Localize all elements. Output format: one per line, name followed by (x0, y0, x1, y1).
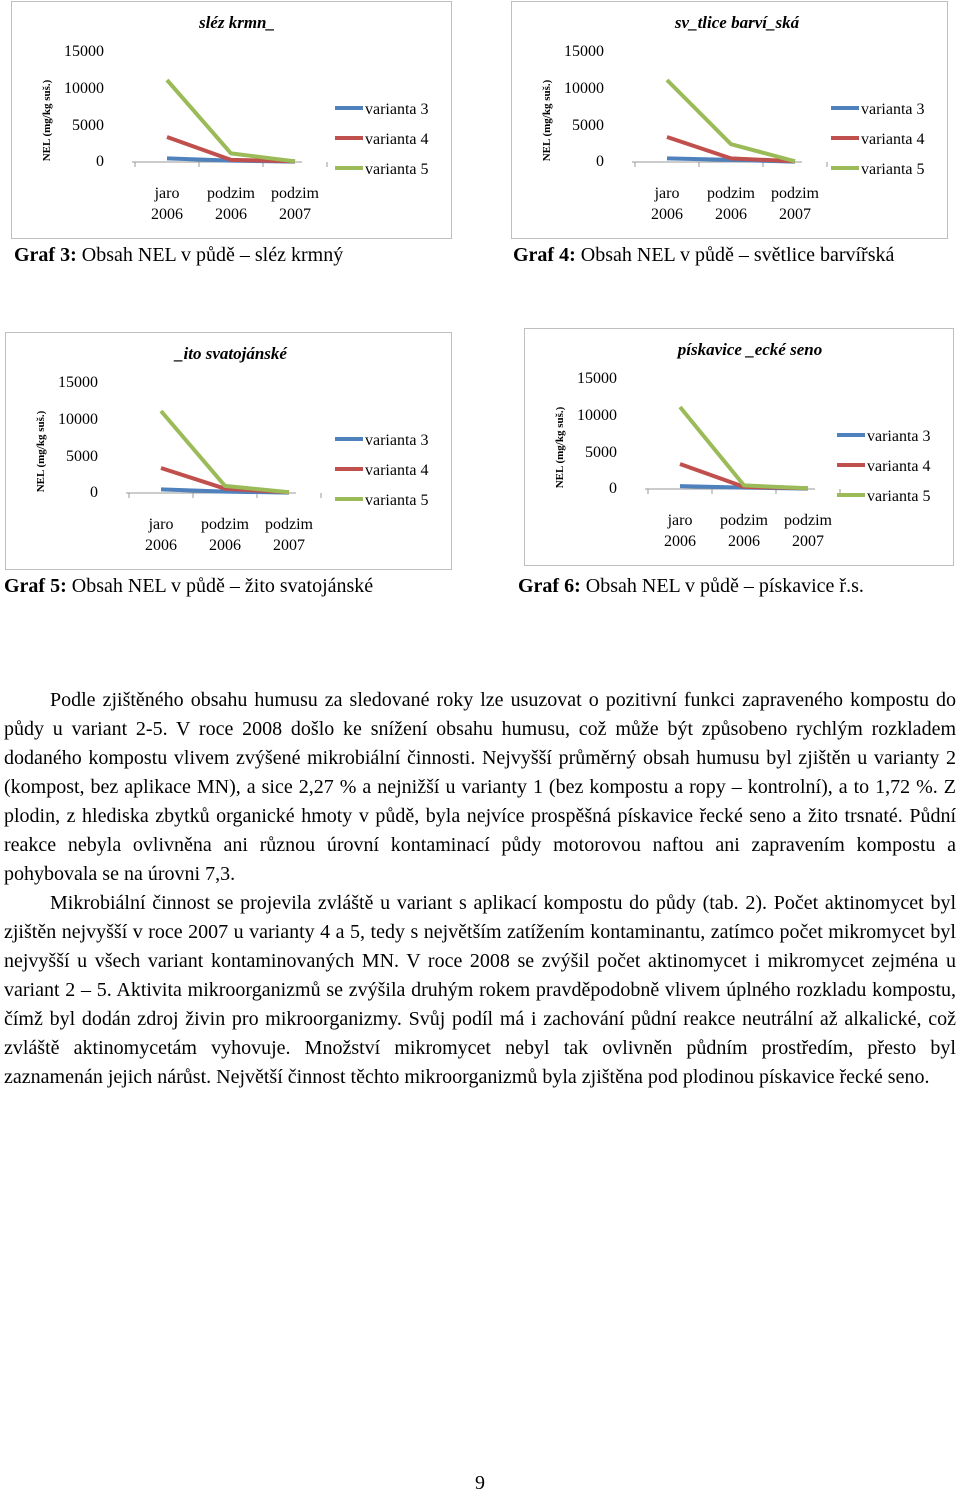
y-tick-label: 15000 (58, 374, 98, 391)
legend-label: varianta 4 (365, 131, 429, 148)
caption-text: Obsah NEL v půdě – pískavice ř.s. (580, 575, 864, 597)
y-tick-label: 15000 (577, 370, 617, 387)
y-axis-label: NEL (mg/kg suš.) (541, 79, 553, 162)
x-tick-label: 2006 (664, 533, 696, 550)
x-tick-label: podzim (720, 512, 768, 529)
caption-graf-3 (14, 244, 343, 267)
y-tick-label: 10000 (58, 411, 98, 428)
caption-text: Obsah NEL v půdě – sléz krmný (76, 244, 344, 266)
chart-title: sléz krmn_ (198, 13, 276, 32)
x-tick-label: jaro (667, 512, 693, 529)
chart-svg-4 (525, 329, 955, 567)
caption-label: Graf 3: (14, 244, 77, 266)
paragraph-mikrobialni: Mikrobiální činnost se projevila zvláště u variant s aplikací kompostu do půdy (tab. 2). Počet aktinomycet byl zjištěn nejvyšší v roce 2007 u varianty 4 a 5, tedy s největším zatížením kontaminantu, zatímco počet mikromycet byl nejvyšší u všech variant kontaminovaných MN. V roce 2008 se zvýšil počet aktinomycet i mikromycet zejména u variant 2 – 5. Aktivita mikroorganizmů se zvýšila druhým rokem pravděpodobně vlivem úplného rozkladu kompostu, čímž byl dodán zdroj živin pro mikroorganizmy. Svůj podíl má i zachování půdní reakce neutrální až alkalické, což zvláště aktinomycetám vyhovuje. Množství mikromycet nebyl tak ovlivněn půdním prostředím, přesto byl zaznamenán jejich nárůst. Největší činnost těchto mikroorganizmů byla zjištěna pod plodinou pískavice řecké seno. (4, 892, 956, 1088)
y-tick-label: 5000 (72, 117, 104, 134)
legend-label: varianta 5 (861, 161, 925, 178)
series-line-5 (167, 80, 295, 161)
x-tick-label: podzim (201, 516, 249, 533)
chart-svg-3 (6, 333, 453, 571)
x-tick-label: 2007 (279, 206, 311, 223)
chart-title: pískavice _ecké seno (677, 340, 823, 359)
x-tick-label: 2006 (151, 206, 183, 223)
chart-slez-krmny (11, 1, 452, 239)
legend-label: varianta 5 (867, 488, 931, 505)
caption-label: Graf 6: (518, 575, 581, 597)
chart-title: sv_tlice barví_ská (674, 13, 800, 32)
y-tick-label: 0 (596, 153, 604, 170)
chart-piskavice (524, 328, 954, 566)
legend-label: varianta 3 (867, 428, 931, 445)
caption-label: Graf 5: (4, 575, 67, 597)
x-tick-label: podzim (207, 185, 255, 202)
series-line-5 (680, 407, 808, 488)
chart-svetlice-barvirska (511, 1, 948, 239)
x-tick-label: podzim (265, 516, 313, 533)
legend-label: varianta 3 (365, 101, 429, 118)
x-tick-label: 2007 (273, 537, 305, 554)
legend-label: varianta 5 (365, 492, 429, 509)
y-axis-label: NEL (mg/kg suš.) (554, 406, 566, 489)
y-tick-label: 5000 (585, 444, 617, 461)
series-line-5 (161, 411, 289, 492)
caption-graf-6 (518, 575, 864, 598)
x-tick-label: 2006 (209, 537, 241, 554)
body-text (4, 686, 956, 1092)
x-tick-label: 2006 (145, 537, 177, 554)
x-tick-label: podzim (771, 185, 819, 202)
x-tick-label: 2007 (792, 533, 824, 550)
caption-text: Obsah NEL v půdě – světlice barvířská (575, 244, 895, 266)
y-tick-label: 5000 (66, 448, 98, 465)
y-tick-label: 0 (90, 484, 98, 501)
legend-label: varianta 4 (365, 462, 429, 479)
chart-svg-2 (512, 2, 949, 240)
chart-svg-1 (12, 2, 453, 240)
legend-label: varianta 3 (365, 432, 429, 449)
x-tick-label: 2006 (728, 533, 760, 550)
legend-label: varianta 3 (861, 101, 925, 118)
y-tick-label: 10000 (577, 407, 617, 424)
paragraph-humus: Podle zjištěného obsahu humusu za sledované roky lze usuzovat o pozitivní funkci zapraveného kompostu do půdy u variant 2-5. V roce 2008 došlo ke snížení obsahu humusu, což může být způsobeno rychlým rozkladem dodaného kompostu vlivem zvýšené mikrobiální činnosti. Nejvyšší průměrný obsah humusu byl zjištěn u varianty 2 (kompost, bez aplikace MN), a sice 2,27 % a nejnižší u varianty 1 (bez kompostu a ropy – kontrolní), a to 1,72 %. Z plodin, z hlediska zbytků organické hmoty v půdě, byla nejvíce prospěšná pískavice řecké seno a žito trsnaté. Půdní reakce nebyla ovlivněna ani různou úrovní kontaminací půdy motorovou naftou ani zapravením kompostu a pohybovala se na úrovni 7,3. (4, 689, 956, 885)
chart-title: _ito svatojánské (175, 344, 287, 363)
page-number: 9 (475, 1472, 485, 1494)
x-tick-label: 2007 (779, 206, 811, 223)
x-tick-label: podzim (784, 512, 832, 529)
y-tick-label: 0 (96, 153, 104, 170)
x-tick-label: podzim (707, 185, 755, 202)
y-axis-label: NEL (mg/kg suš.) (35, 410, 47, 493)
legend-label: varianta 4 (861, 131, 925, 148)
y-tick-label: 10000 (564, 80, 604, 97)
y-tick-label: 0 (609, 480, 617, 497)
y-axis-label: NEL (mg/kg suš.) (41, 79, 53, 162)
y-tick-label: 15000 (564, 43, 604, 60)
y-tick-label: 15000 (64, 43, 104, 60)
legend-label: varianta 5 (365, 161, 429, 178)
chart-zito-svatojanske (5, 332, 452, 570)
legend-label: varianta 4 (867, 458, 931, 475)
caption-text: Obsah NEL v půdě – žito svatojánské (66, 575, 374, 597)
x-tick-label: podzim (271, 185, 319, 202)
x-tick-label: 2006 (651, 206, 683, 223)
caption-graf-4 (513, 244, 894, 267)
x-tick-label: jaro (154, 185, 180, 202)
x-tick-label: 2006 (715, 206, 747, 223)
series-line-5 (667, 80, 795, 161)
caption-label: Graf 4: (513, 244, 576, 266)
x-tick-label: jaro (654, 185, 680, 202)
y-tick-label: 10000 (64, 80, 104, 97)
x-tick-label: 2006 (215, 206, 247, 223)
caption-graf-5 (4, 575, 373, 598)
x-tick-label: jaro (148, 516, 174, 533)
y-tick-label: 5000 (572, 117, 604, 134)
